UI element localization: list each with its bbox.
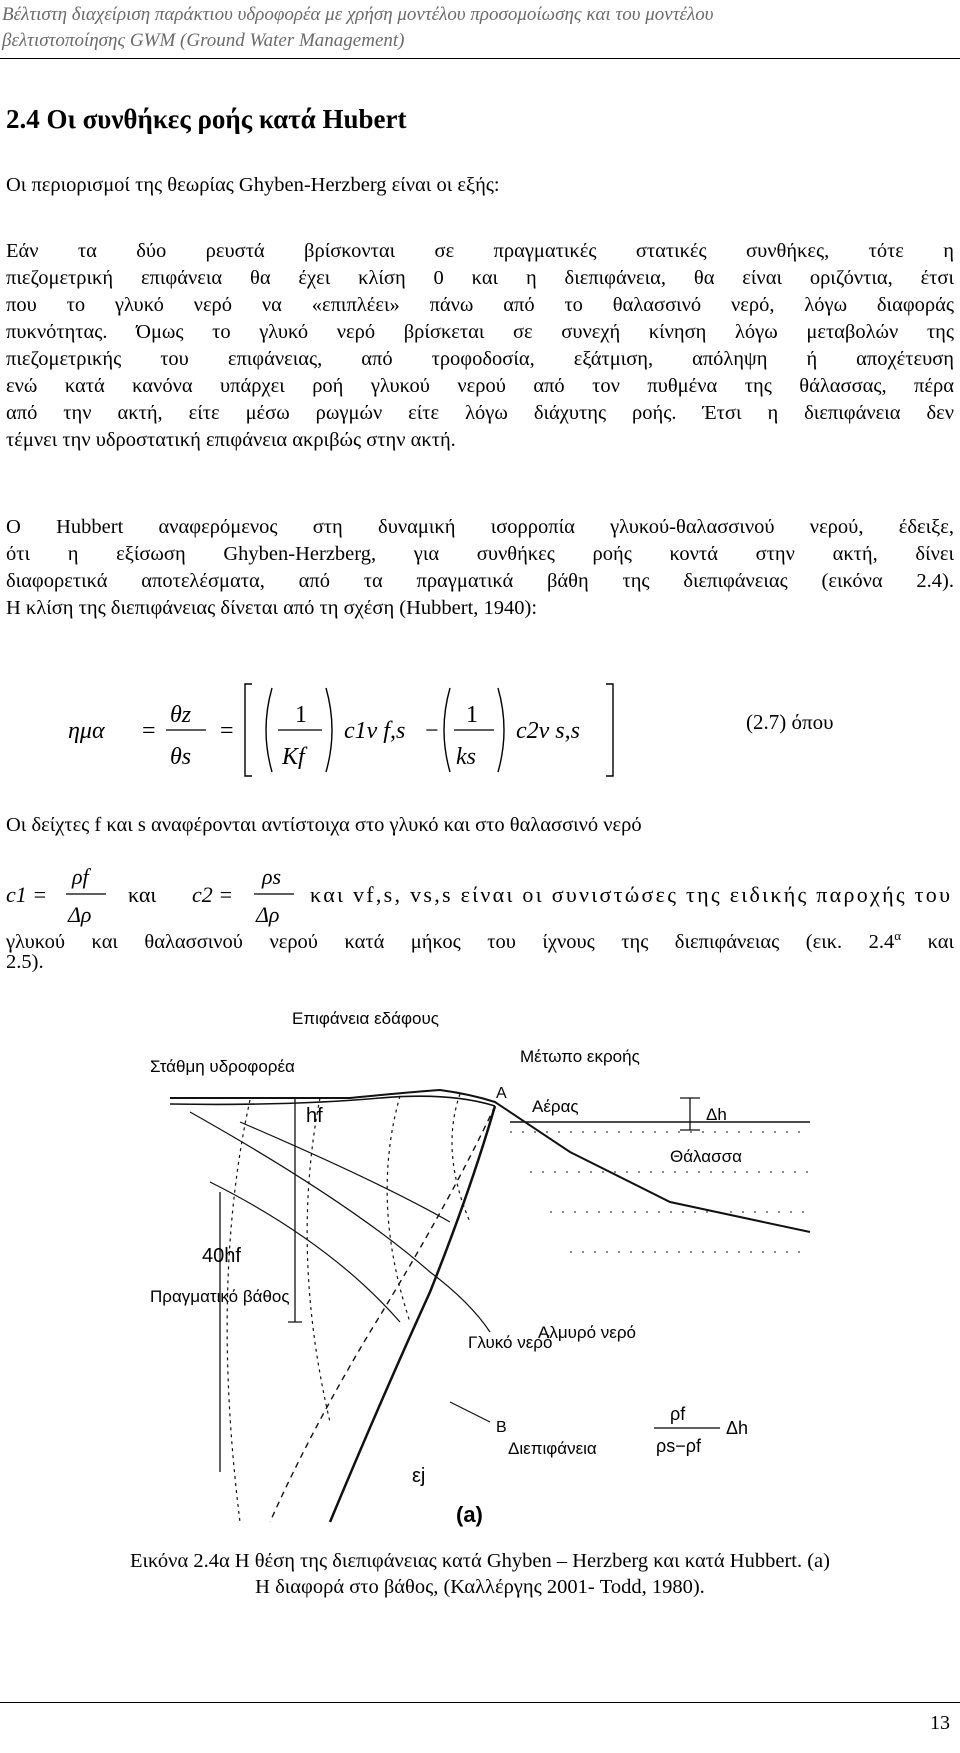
paragraph-intro: Οι περιορισμοί της θεωρίας Ghyben-Herzberg είναι οι εξής: [6,174,500,196]
def-c2: c2 = [192,882,234,907]
text-line [6,922,955,953]
label-surface: Επιφάνεια εδάφους [292,1009,439,1028]
text-line: 2.5). [6,951,44,973]
label-air: Αέρας [532,1097,579,1116]
label-ej: εj [412,1465,426,1487]
equipotential-line [227,1100,250,1522]
header-rule [0,58,960,59]
eq-theta-z: θz [170,702,192,728]
label-dh: Δh [706,1105,727,1124]
salt-water-texture [510,1132,810,1252]
superscript-alpha: α [894,928,902,943]
text-line: ότι η εξίσωση Ghyben-Herzberg, για συνθήκες ροής κοντά στην ακτή, δίνει [6,543,954,565]
label-salt-water: Αλμυρό νερό [538,1323,636,1342]
text-line: ενώ κατά κανόνα υπάρχει ροή γλυκού νερού από τον πυθμένα της θάλασσας, πέρα [6,375,954,397]
hf-dimension [288,1098,302,1322]
text-line: Εάν τα δύο ρευστά βρίσκονται σε πραγματικές στατικές συνθήκες, τότε η [6,240,954,262]
paragraph-hubbert [6,514,954,622]
label-40hf: 40hf [202,1245,241,1267]
eq-term1: c1v f,s [344,718,406,744]
section-title: 2.4 Οι συνθήκες ροής κατά Hubert [6,104,407,134]
label-sea: Θάλασσα [670,1147,742,1166]
label-interface: Διεπιφάνεια [508,1439,597,1458]
label-point-b: B [496,1419,507,1436]
equation-reference: (2.7) όπου [746,710,834,734]
equipotential-line [452,1094,470,1222]
eq-K-f: Kf [282,744,305,770]
label-ratio-num: ρf [670,1404,686,1424]
figure-caption-line-2: Η διαφορά στο βάθος, (Καλλέργης 2001- Todd, 1980). [255,1576,705,1598]
label-water-level: Στάθμη υδροφορέα [150,1057,295,1076]
text-line: τέμνει την υδροστατική επιφάνεια ακριβώς στην ακτή. [6,429,456,451]
def-rho-s: ρs [262,864,282,889]
text-line: από την ακτή, είτε μέσω ρωγμών είτε λόγω διάχυτης ροής. Έτσι η διεπιφάνεια δεν [6,402,954,424]
dh-dimension [680,1098,700,1130]
equipotential-line [307,1098,330,1422]
footer-rule [0,1702,960,1703]
def-tail: και vf,s, vs,s είναι οι συνιστώσες της ειδικής παροχής του [310,882,950,907]
def-rho-f: ρf [72,864,89,889]
label-panel-a: (a) [456,1502,483,1527]
page-number: 13 [930,1712,950,1734]
eq-one-a: 1 [295,702,307,728]
paragraph-indices: Οι δείχτες f και s αναφέρονται αντίστοιχα στο γλυκό και στο θαλασσινό νερό [6,814,642,836]
figure-caption-line-1: Εικόνα 2.4α Η θέση της διεπιφάνειας κατά Ghyben – Herzberg και κατά Hubbert. (a) [130,1550,830,1572]
header-line-1: Βέλτιστη διαχείριση παράκτιου υδροφορέα με χρήση μοντέλου προσομοίωσης και του μοντέλου [2,4,714,25]
eq-lhs: ημα [68,718,105,744]
paragraph-components [6,922,954,976]
text-line: που το γλυκό νερό να «επιπλέει» πάνω από το θαλασσινό νερό, λόγω διαφοράς [6,294,954,316]
label-fresh-water: Γλυκό νερό [468,1333,553,1352]
def-drho-2: Δρ [256,902,280,927]
eq-k-s: ks [456,744,476,770]
ghyben-herzberg-interface [270,1106,495,1522]
label-hf: hf [306,1105,323,1127]
interface-curve [330,1106,495,1522]
label-real-depth: Πραγματικό βάθος [150,1287,290,1306]
text-line: πυκνότητας. Όμως το γλυκό νερό βρίσκεται σε συνεχή κίνηση λόγω μεταβολών της [6,321,954,343]
label-ratio-dh: Δh [726,1418,749,1438]
svg-text:=: = [220,718,234,744]
svg-text:=: = [142,718,156,744]
text-segment: και [901,930,955,953]
label-point-a: A [496,1085,507,1102]
eq-theta-s: θs [170,744,192,770]
eq-term2: c2v s,s [516,718,580,744]
header-line-2: βελτιστοποίησης GWM (Ground Water Management) [2,30,405,51]
figure-hubbert-interface [150,1002,820,1532]
def-c1: c1 = [6,882,48,907]
eq-one-b: 1 [466,702,478,728]
text-line: O Hubbert αναφερόμενος στη δυναμική ισορροπία γλυκού-θαλασσινού νερού, έδειξε, [6,516,954,538]
equipotential-line [387,1096,410,1322]
svg-text:−: − [425,718,439,744]
label-front: Μέτωπο εκροής [520,1047,640,1066]
def-kai: και [128,882,157,907]
text-line: διαφορετικά αποτελέσματα, από τα πραγματικά βάθη της διεπιφάνειας (εικόνα 2.4). [6,570,954,592]
text-line: πιεζομετρικής του επιφάνειας, από τροφοδοσία, εξάτμιση, απόληψη ή αποχέτευση [6,348,954,370]
def-drho-1: Δρ [68,902,92,927]
text-line: πιεζομετρική επιφάνεια θα έχει κλίση 0 και η διεπιφάνεια, θα είναι οριζόντια, έτσι [6,267,954,289]
label-ratio-den: ρs−ρf [656,1436,701,1456]
text-segment: γλυκού και θαλασσινού νερού κατά μήκος του ίχνους της διεπιφάνειας (εικ. 2.4 [6,930,895,953]
text-line: Η κλίση της διεπιφάνειας δίνεται από τη σχέση (Hubbert, 1940): [6,597,538,619]
paragraph-static-conditions [6,238,954,454]
point-b-leader [450,1402,490,1422]
